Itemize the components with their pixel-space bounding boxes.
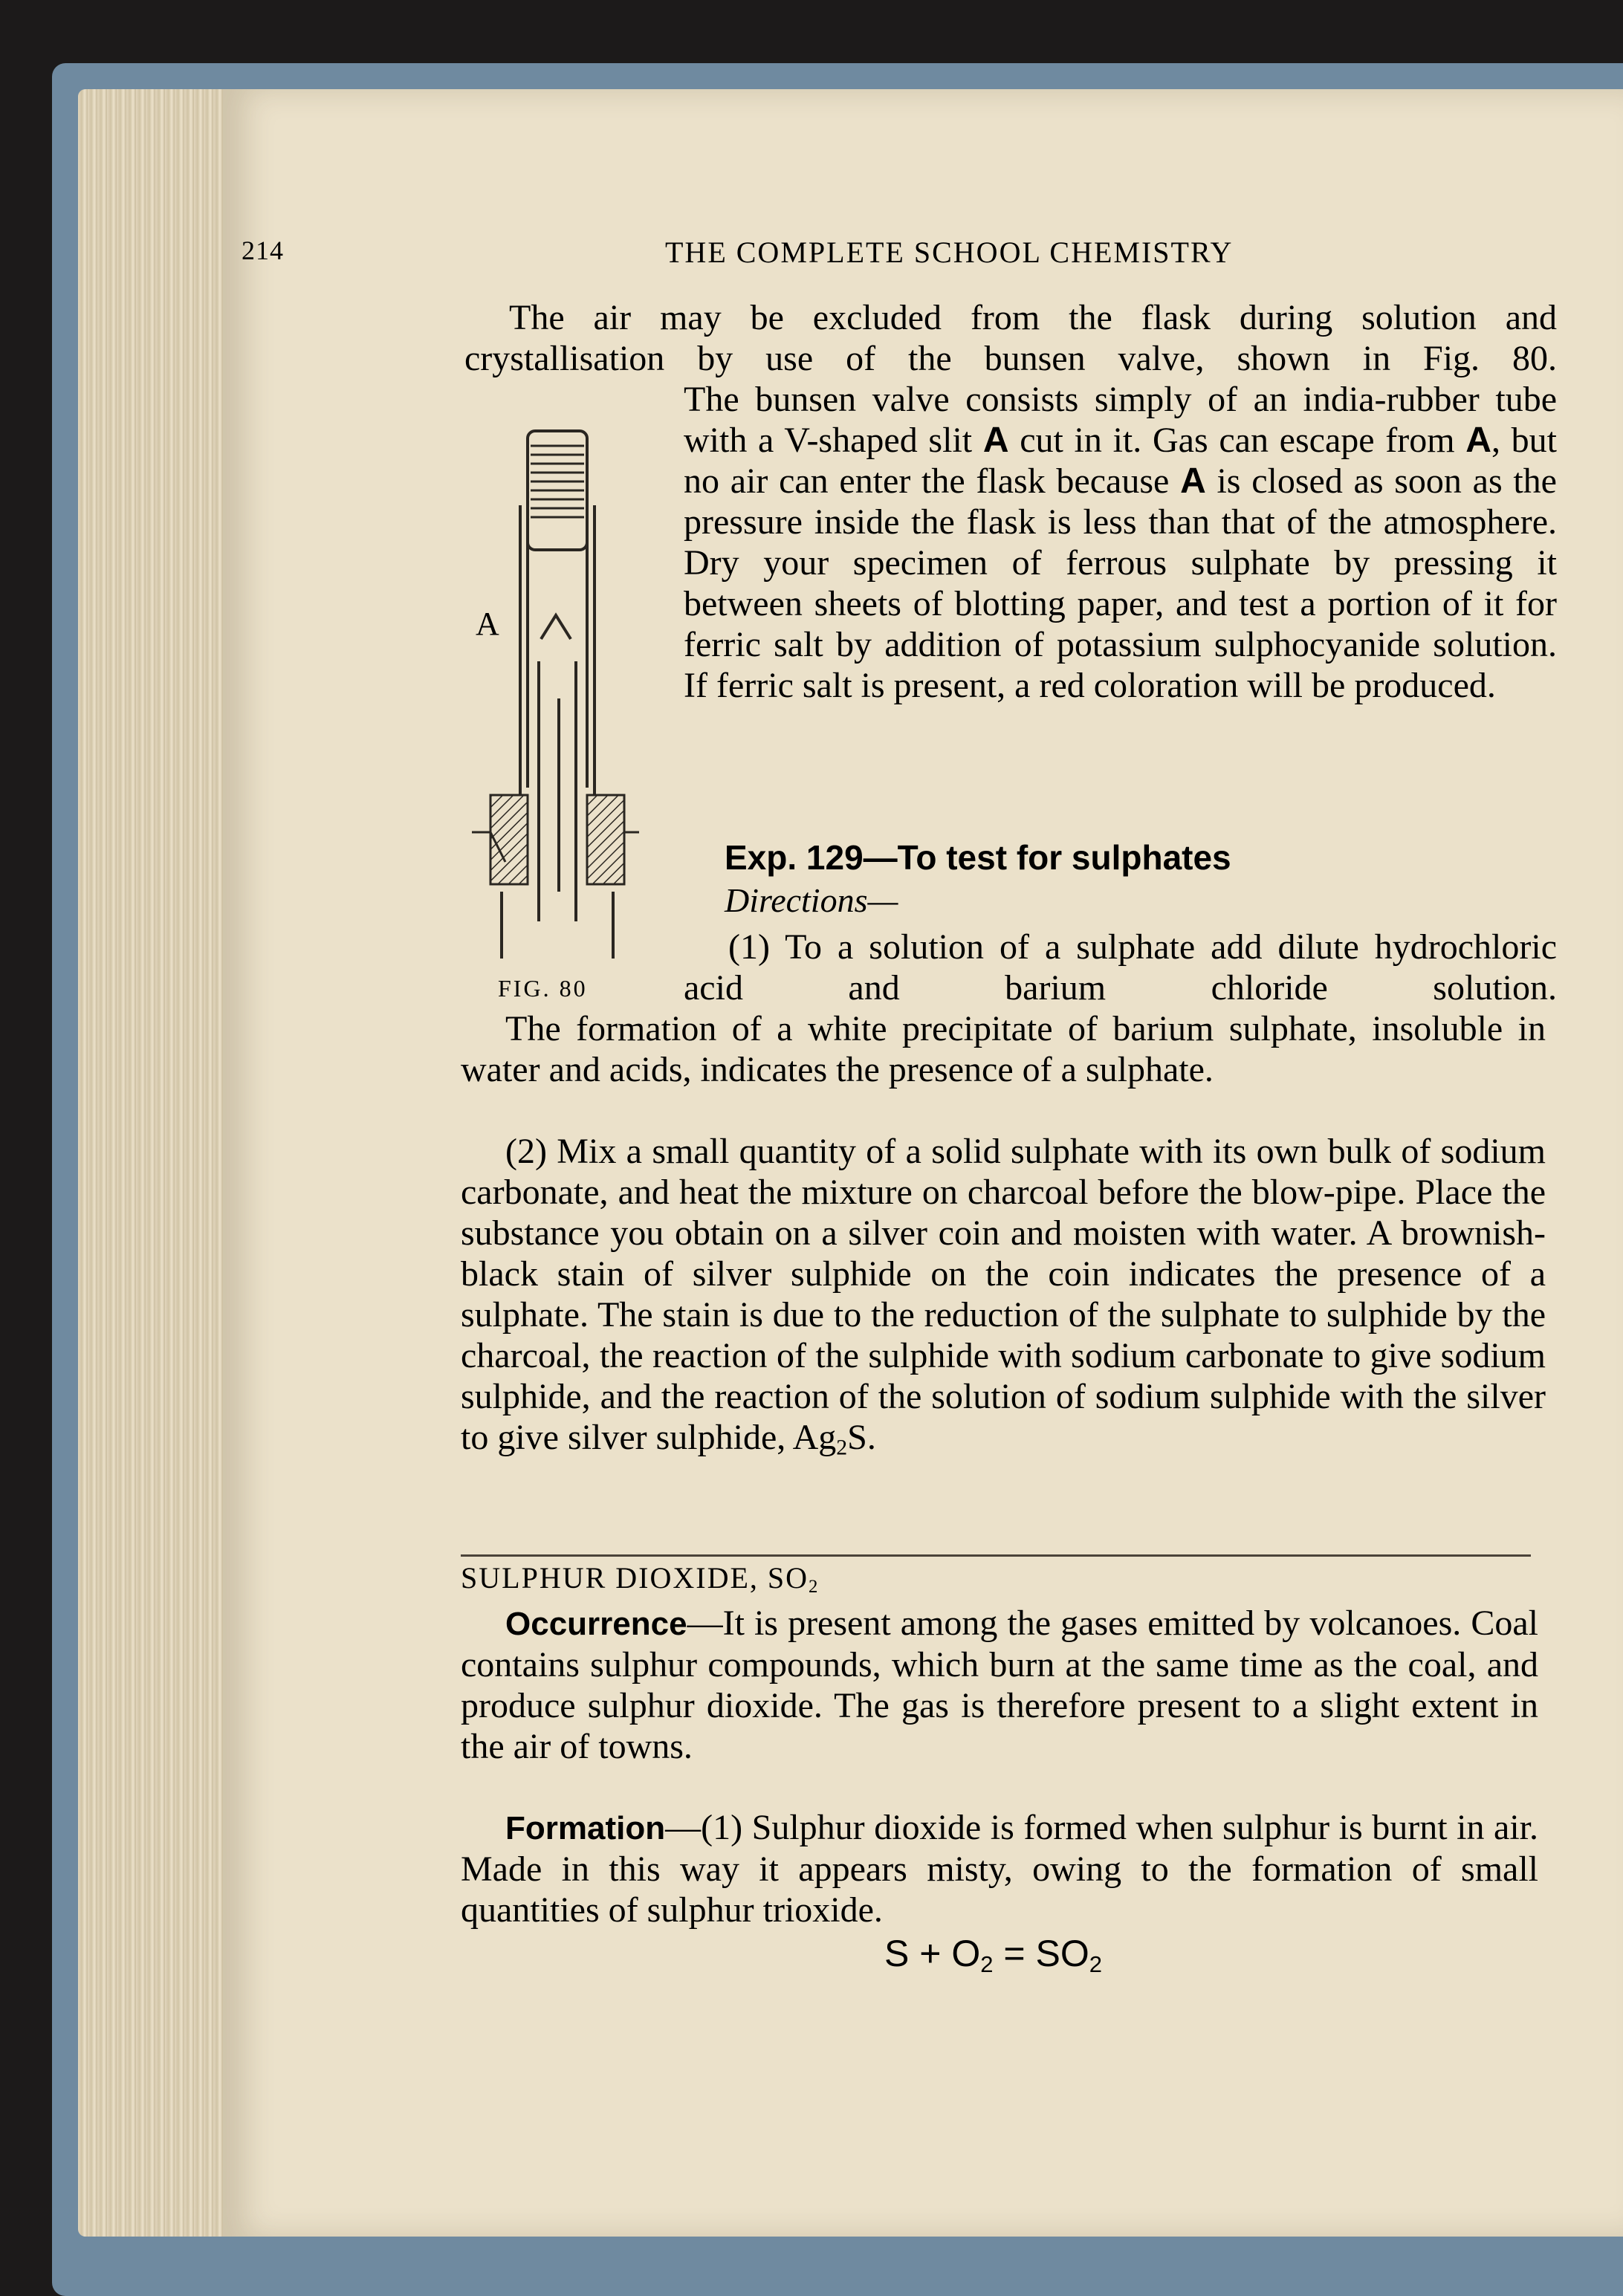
section-heading xyxy=(461,1560,820,1598)
description-part: , but no air can enter the flask because xyxy=(684,421,1557,501)
tube-ribbing xyxy=(531,446,584,517)
step-2-subscript: 2 xyxy=(836,1435,848,1460)
chemical-equation xyxy=(884,1932,1102,1975)
section-heading-text: SULPHUR DIOXIDE, SO xyxy=(461,1561,809,1595)
experiment-step-2 xyxy=(461,1131,1546,1458)
directions-label: Directions— xyxy=(725,881,898,919)
bunsen-valve-figure xyxy=(461,416,639,959)
equation-subscript-1: 2 xyxy=(980,1950,994,1977)
flask-neck xyxy=(502,892,613,959)
slit-label: A xyxy=(982,421,1009,460)
bunsen-valve-description xyxy=(684,379,1557,706)
slit-label: A xyxy=(1180,461,1206,501)
equation-lhs: S + O xyxy=(884,1933,981,1974)
formation-paragraph xyxy=(461,1807,1538,1930)
experiment-step-1-result: The formation of a white precipitate of barium sulphate, insoluble in water and acids, indicates the presence of a sulphate. xyxy=(461,1009,1546,1089)
step-2-text-end: S. xyxy=(847,1418,876,1457)
description-part: is closed as soon as the pressure inside the flask is less than that of the atmosphere. Dry your specimen of ferrous sulphate by pressing it between sheets of blotting paper, and test a portion of it for ferric salt by addition of potassium sulphocyanide solution. If ferric salt is present, a red coloration will be produced. xyxy=(684,461,1557,705)
v-slit-icon xyxy=(541,615,571,639)
page-number: 214 xyxy=(242,236,284,265)
running-head xyxy=(242,235,1356,272)
slit-label: A xyxy=(1465,421,1491,460)
section-heading-subscript: 2 xyxy=(809,1577,820,1598)
bunsen-valve-intro: The air may be excluded from the flask during solution and crystallisation by use of the bunsen valve, shown in Fig. 80. xyxy=(464,298,1557,378)
experiment-heading: Exp. 129—To test for sulphates xyxy=(725,838,1231,877)
figure-label-a: A xyxy=(476,606,499,642)
glass-tube xyxy=(539,661,576,921)
experiment-step-1: (1) To a solution of a sulphate add dilute hydrochloric acid and barium chloride solution. xyxy=(684,927,1557,1008)
description-part: The bunsen valve consists simply of an india-rubber tube with a V-shaped slit xyxy=(684,380,1557,460)
equation-mid: = SO xyxy=(993,1933,1089,1974)
running-title: THE COMPLETE SCHOOL CHEMISTRY xyxy=(665,236,1234,269)
occurrence-paragraph xyxy=(461,1603,1538,1767)
figure-caption: FIG. 80 xyxy=(498,975,588,1002)
formation-label: Formation xyxy=(505,1810,666,1846)
section-divider xyxy=(461,1554,1531,1557)
cork-stopper-left xyxy=(472,795,528,884)
description-part: cut in it. Gas can escape from xyxy=(1008,421,1466,460)
equation-subscript-2: 2 xyxy=(1089,1950,1102,1977)
occurrence-label: Occurrence xyxy=(505,1606,687,1642)
formation-text: —(1) Sulphur dioxide is formed when sulphur is burnt in air. Made in this way it appears misty, owing to the formation of small quantities of sulphur trioxide. xyxy=(461,1808,1538,1930)
step-2-text: (2) Mix a small quantity of a solid sulphate with its own bulk of sodium carbonate, and heat the mixture on charcoal before the blow-pipe. Place the substance you obtain on a silver coin and moisten with water. A brownish-black stain of silver sulphide on the coin indicates the presence of a sulphate. The stain is due to the reduction of the sulphate to sulphide by the charcoal, the reaction of the sulphide with sodium carbonate to give sodium sulphide, and the reaction of the solution of sodium sulphide with the silver to give silver sulphide, Ag xyxy=(461,1132,1546,1457)
cork-stopper-right xyxy=(587,795,639,884)
occurrence-text: —It is present among the gases emitted by volcanoes. Coal contains sulphur compounds, which burn at the same time as the coal, and produce sulphur dioxide. The gas is therefore present to a slight extent in the air of towns. xyxy=(461,1603,1538,1766)
